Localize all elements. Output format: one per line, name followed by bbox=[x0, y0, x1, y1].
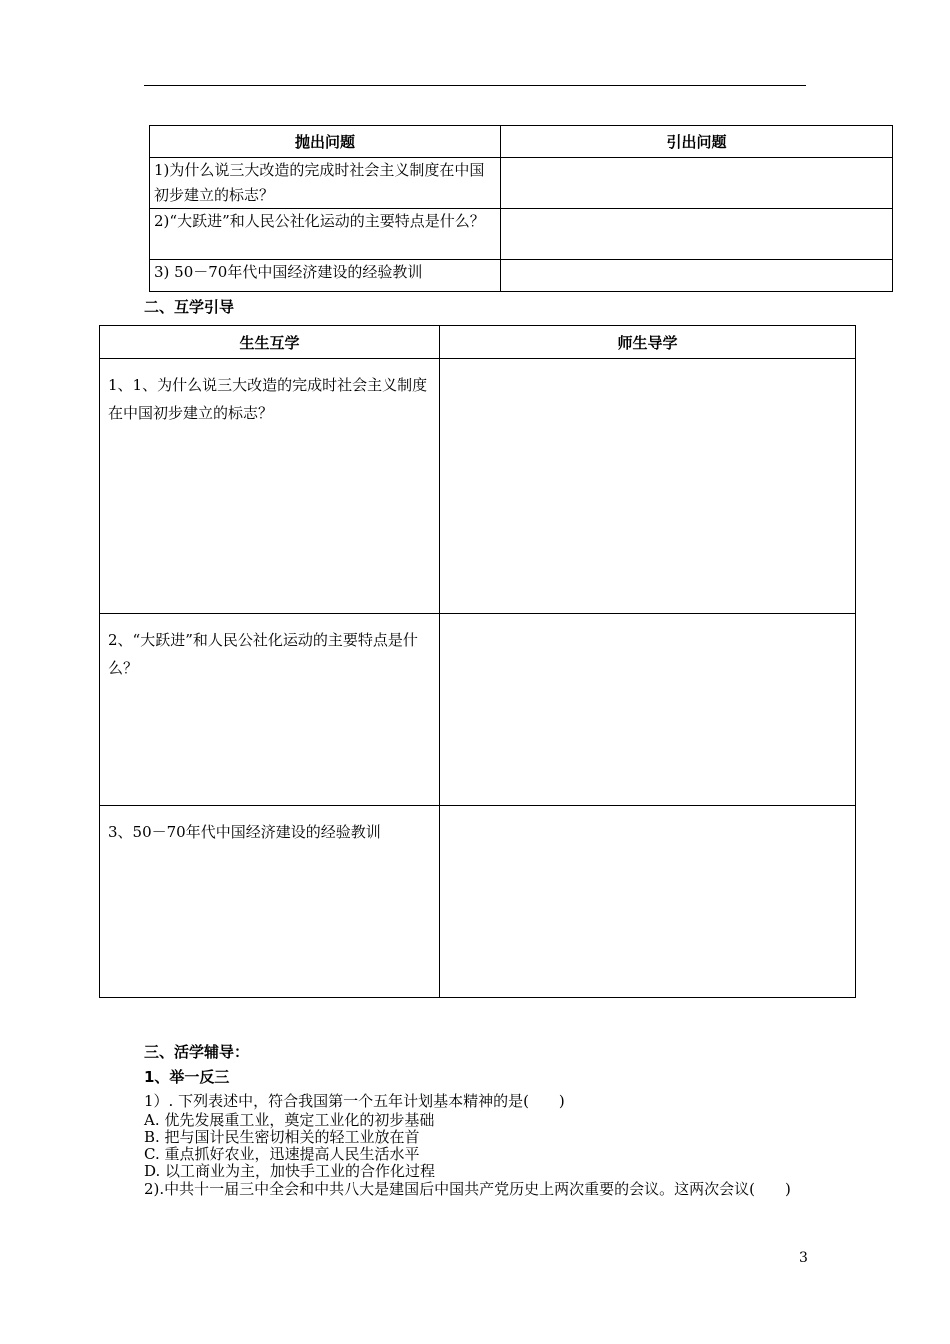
table-cell: 1)为什么说三大改造的完成时社会主义制度在中国初步建立的标志？ bbox=[150, 158, 501, 209]
section-2-title: 二、互学引导 bbox=[144, 298, 235, 316]
question-1: 1）. 下列表述中，符合我国第一个五年计划基本精神的是( ) bbox=[144, 1092, 565, 1110]
col-header-raise: 抛出问题 bbox=[150, 126, 501, 158]
question-table bbox=[149, 125, 893, 292]
table-cell-empty[interactable] bbox=[501, 209, 893, 260]
table-cell: 2)“大跃进”和人民公社化运动的主要特点是什么？ bbox=[150, 209, 501, 260]
answer-area[interactable] bbox=[440, 614, 856, 806]
section-3-title: 三、活学辅导： bbox=[144, 1043, 250, 1061]
answer-area[interactable] bbox=[440, 359, 856, 614]
option-d: D. 以工商业为主，加快手工业的合作化过程 bbox=[144, 1162, 436, 1180]
table-cell-empty[interactable] bbox=[501, 260, 893, 292]
table-cell: 3、50－70年代中国经济建设的经验教训 bbox=[100, 806, 440, 998]
table-cell-empty[interactable] bbox=[501, 158, 893, 209]
table-cell: 3) 50－70年代中国经济建设的经验教训 bbox=[150, 260, 501, 292]
header-rule bbox=[144, 85, 806, 86]
option-b: B. 把与国计民生密切相关的轻工业放在首 bbox=[144, 1128, 420, 1146]
answer-area[interactable] bbox=[440, 806, 856, 998]
option-a: A. 优先发展重工业，奠定工业化的初步基础 bbox=[144, 1111, 435, 1129]
page-number: 3 bbox=[799, 1250, 808, 1266]
col-header-peer: 生生互学 bbox=[100, 326, 440, 359]
table-cell: 1、1、为什么说三大改造的完成时社会主义制度在中国初步建立的标志？ bbox=[100, 359, 440, 614]
col-header-derive: 引出问题 bbox=[501, 126, 893, 158]
mutual-study-table bbox=[99, 325, 856, 998]
table-cell: 2、“大跃进”和人民公社化运动的主要特点是什么？ bbox=[100, 614, 440, 806]
option-c: C. 重点抓好农业，迅速提高人民生活水平 bbox=[144, 1145, 420, 1163]
section-3-subtitle: 1、举一反三 bbox=[144, 1068, 230, 1086]
question-2: 2).中共十一届三中全会和中共八大是建国后中国共产党历史上两次重要的会议。这两次会议( ) bbox=[144, 1180, 791, 1198]
col-header-teacher: 师生导学 bbox=[440, 326, 856, 359]
